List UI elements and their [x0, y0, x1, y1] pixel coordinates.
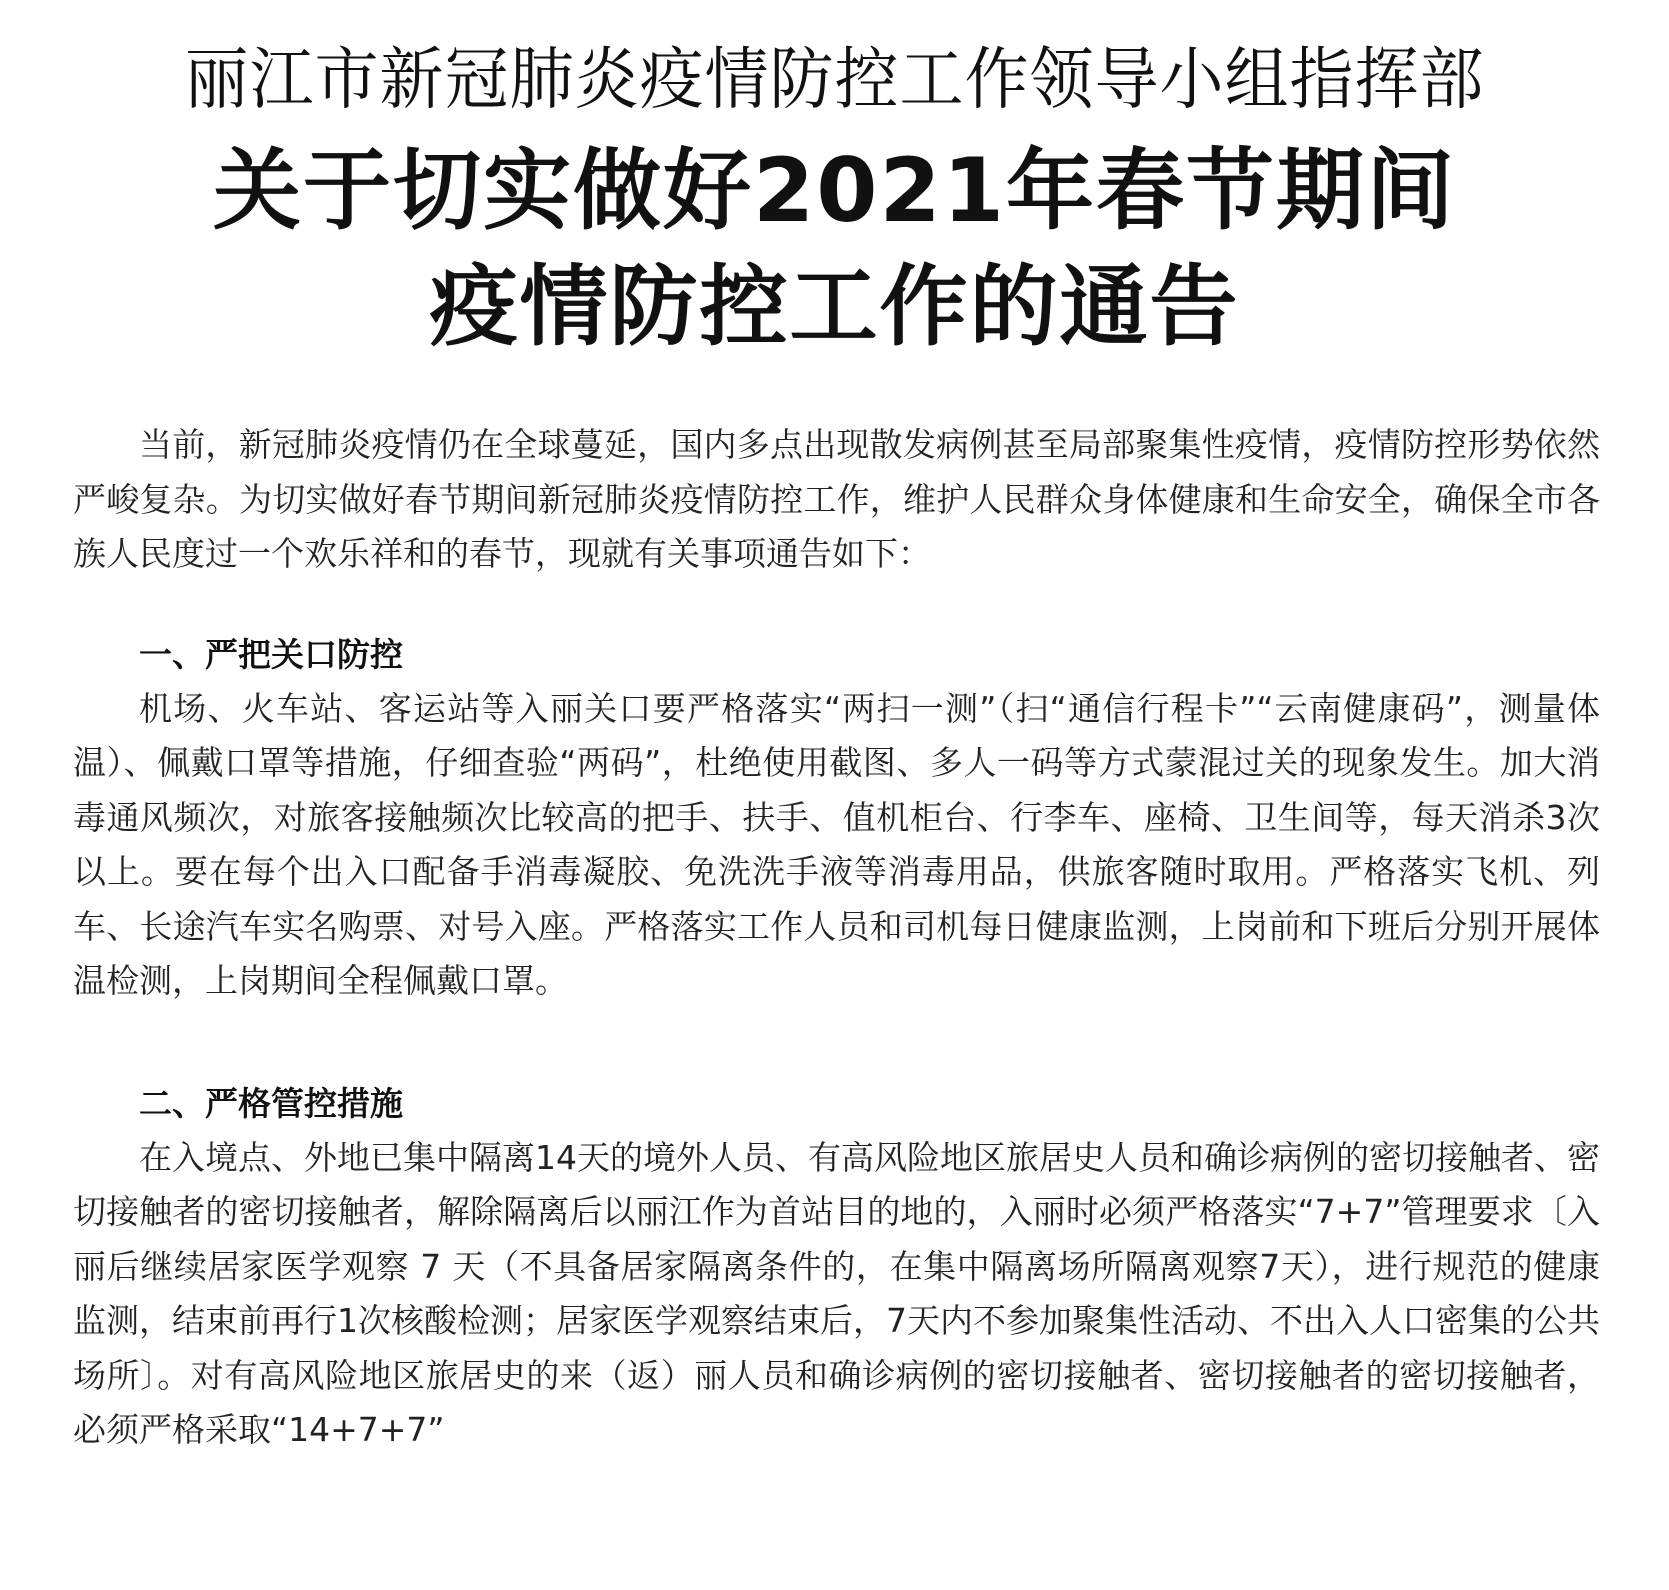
intro-paragraph: 当前，新冠肺炎疫情仍在全球蔓延，国内多点出现散发病例甚至局部聚集性疫情，疫情防控形势依然严峻复杂。为切实做好春节期间新冠肺炎疫情防控工作，维护人民群众身体健康和生命安全，确保全市各族人民度过一个欢乐祥和的春节，现就有关事项通告如下： [73, 425, 1600, 573]
section-heading-1: 一、严把关口防控 [139, 634, 403, 674]
document-body [73, 418, 1600, 1458]
document-title-line-2: 疫情防控工作的通告 [429, 255, 1240, 358]
document-issuer: 丽江市新冠肺炎疫情防控工作领导小组指挥部 [184, 40, 1485, 120]
section-paragraph-1: 机场、火车站、客运站等入丽关口要严格落实“两扫一测”（扫“通信行程卡”“云南健康码”，测量体温）、佩戴口罩等措施，仔细查验“两码”，杜绝使用截图、多人一码等方式蒙混过关的现象发生。加大消毒通风频次，对旅客接触频次比较高的把手、扶手、值机柜台、行李车、座椅、卫生间等，每天消杀3次以上。要在每个出入口配备手消毒凝胶、免洗洗手液等消毒用品，供旅客随时取用。严格落实飞机、列车、长途汽车实名购票、对号入座。严格落实工作人员和司机每日健康监测，上岗前和下班后分别开展体温检测，上岗期间全程佩戴口罩。 [73, 688, 1600, 1000]
section-paragraph-2: 在入境点、外地已集中隔离14天的境外人员、有高风险地区旅居史人员和确诊病例的密切接触者、密切接触者的密切接触者，解除隔离后以丽江作为首站目的地的，入丽时必须严格落实“7+7”管理要求〔入丽后继续居家医学观察 7 天（不具备居家隔离条件的，在集中隔离场所隔离观察7天），进行规范的健康监测，结束前再行1次核酸检测；居家医学观察结束后，7天内不参加聚集性活动、不出入人口密集的公共场所〕。对有高风险地区旅居史的来（返）丽人员和确诊病例的密切接触者、密切接触者的密切接触者，必须严格采取“14+7+7” [73, 1137, 1600, 1449]
section-heading-2: 二、严格管控措施 [139, 1083, 403, 1123]
document-title-line-1: 关于切实做好2021年春节期间 [213, 139, 1456, 242]
